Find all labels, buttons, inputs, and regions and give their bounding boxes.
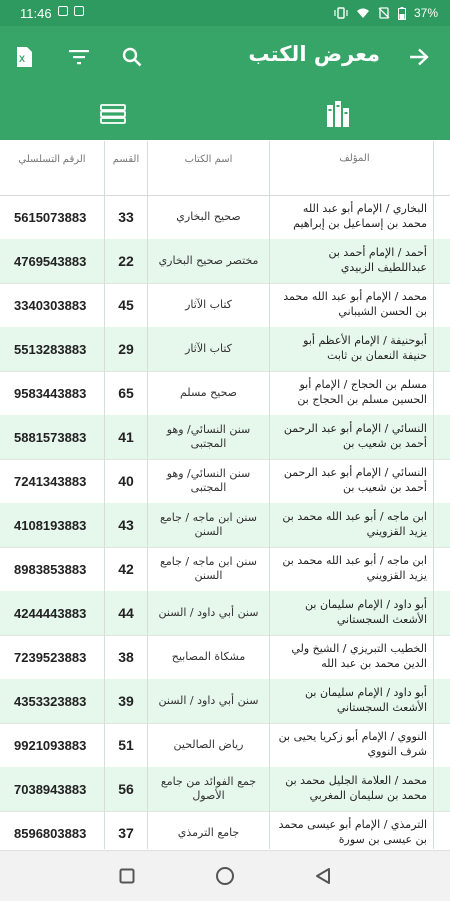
serial-cell: 4108193883 bbox=[0, 503, 105, 547]
table-row[interactable] bbox=[0, 327, 450, 372]
recents-button[interactable] bbox=[115, 864, 139, 888]
row-edge bbox=[434, 679, 450, 723]
author-cell: النسائي / الإمام أبو عبد الرحمن أحمد بن شعيب بن bbox=[270, 459, 434, 503]
table-row[interactable] bbox=[0, 195, 450, 240]
tab-bar bbox=[0, 88, 450, 140]
section-cell: 42 bbox=[105, 547, 148, 591]
serial-cell: 7038943883 bbox=[0, 767, 105, 811]
serial-cell: 5513283883 bbox=[0, 327, 105, 371]
row-edge bbox=[434, 283, 450, 327]
book-cell: سنن ابن ماجه / جامع السنن bbox=[148, 547, 270, 591]
section-cell: 65 bbox=[105, 371, 148, 415]
wifi-icon bbox=[356, 7, 370, 19]
section-cell: 22 bbox=[105, 239, 148, 283]
header-serial: الرقم التسلسلي bbox=[0, 141, 105, 195]
author-cell: النووي / الإمام أبو زكريا يحيى بن شرف النووي bbox=[270, 723, 434, 767]
page-title: معرض الكتب bbox=[248, 42, 380, 66]
row-edge bbox=[434, 811, 450, 849]
serial-cell: 8596803883 bbox=[0, 811, 105, 849]
books-stack-icon bbox=[100, 104, 126, 124]
table-row[interactable] bbox=[0, 239, 450, 284]
serial-cell: 4769543883 bbox=[0, 239, 105, 283]
serial-cell: 7239523883 bbox=[0, 635, 105, 679]
row-edge bbox=[434, 767, 450, 811]
row-edge bbox=[434, 723, 450, 767]
serial-cell: 5615073883 bbox=[0, 195, 105, 239]
author-cell: مسلم بن الحجاج / الإمام أبو الحسين مسلم بن الحجاج بن bbox=[270, 371, 434, 415]
filter-icon bbox=[69, 49, 89, 65]
serial-cell: 8983853883 bbox=[0, 547, 105, 591]
book-cell: صحيح البخاري bbox=[148, 195, 270, 239]
header-book: اسم الكتاب bbox=[148, 141, 270, 195]
row-edge bbox=[434, 547, 450, 591]
books-table bbox=[0, 141, 450, 849]
table-row[interactable] bbox=[0, 723, 450, 768]
section-cell: 51 bbox=[105, 723, 148, 767]
serial-cell: 9921093883 bbox=[0, 723, 105, 767]
row-edge bbox=[434, 415, 450, 459]
author-cell: النسائي / الإمام أبو عبد الرحمن أحمد بن شعيب بن bbox=[270, 415, 434, 459]
book-cell: جامع الترمذي bbox=[148, 811, 270, 849]
table-header bbox=[0, 141, 450, 196]
home-button[interactable] bbox=[213, 864, 237, 888]
author-cell: محمد / العلامة الجليل محمد بن محمد بن سليمان المغربي bbox=[270, 767, 434, 811]
export-excel-button[interactable] bbox=[8, 41, 40, 73]
status-right bbox=[334, 6, 438, 20]
author-cell: البخاري / الإمام أبو عبد الله محمد بن إسماعيل بن إبراهيم bbox=[270, 195, 434, 239]
battery-level: 37% bbox=[413, 6, 438, 20]
image-icon bbox=[74, 6, 84, 16]
row-edge bbox=[434, 635, 450, 679]
vibrate-icon bbox=[334, 7, 348, 19]
row-edge bbox=[434, 591, 450, 635]
book-cell: مشكاة المصابيح bbox=[148, 635, 270, 679]
header-edge bbox=[434, 141, 450, 195]
table-row[interactable] bbox=[0, 547, 450, 592]
table-row[interactable] bbox=[0, 459, 450, 504]
section-cell: 29 bbox=[105, 327, 148, 371]
serial-cell: 4353323883 bbox=[0, 679, 105, 723]
section-cell: 56 bbox=[105, 767, 148, 811]
serial-cell: 5881573883 bbox=[0, 415, 105, 459]
row-edge bbox=[434, 459, 450, 503]
serial-cell: 7241343883 bbox=[0, 459, 105, 503]
filter-button[interactable] bbox=[63, 41, 95, 73]
status-time: 11:46 bbox=[20, 6, 52, 21]
book-cell: سنن النسائي/ وهو المجتبى bbox=[148, 459, 270, 503]
table-row[interactable] bbox=[0, 679, 450, 724]
author-cell: ابن ماجه / أبو عبد الله محمد بن يزيد القزويني bbox=[270, 547, 434, 591]
book-cell: رياض الصالحين bbox=[148, 723, 270, 767]
section-cell: 38 bbox=[105, 635, 148, 679]
section-cell: 41 bbox=[105, 415, 148, 459]
search-button[interactable] bbox=[116, 41, 148, 73]
section-cell: 37 bbox=[105, 811, 148, 849]
table-row[interactable] bbox=[0, 767, 450, 812]
book-cell: كتاب الآثار bbox=[148, 283, 270, 327]
author-cell: أبو داود / الإمام سليمان بن الأشعث السجستاني bbox=[270, 591, 434, 635]
table-row[interactable] bbox=[0, 415, 450, 460]
table-row[interactable] bbox=[0, 503, 450, 548]
serial-cell: 3340303883 bbox=[0, 283, 105, 327]
app-bar bbox=[0, 26, 450, 88]
serial-cell: 9583443883 bbox=[0, 371, 105, 415]
search-icon bbox=[122, 47, 142, 67]
row-edge bbox=[434, 503, 450, 547]
mail-icon bbox=[58, 6, 68, 16]
book-cell: سنن أبي داود / السنن bbox=[148, 591, 270, 635]
author-cell: محمد / الإمام أبو عبد الله محمد بن الحسن الشيباني bbox=[270, 283, 434, 327]
arrow-right-icon bbox=[409, 48, 429, 66]
section-cell: 44 bbox=[105, 591, 148, 635]
library-icon bbox=[326, 100, 350, 128]
square-icon bbox=[119, 868, 135, 884]
author-cell: الترمذي / الإمام أبو عيسى محمد بن عيسى بن سورة bbox=[270, 811, 434, 849]
section-cell: 40 bbox=[105, 459, 148, 503]
status-bar bbox=[0, 0, 450, 26]
notification-icons bbox=[58, 6, 84, 16]
author-cell: الخطيب التبريزي / الشيخ ولي الدين محمد بن عبد الله bbox=[270, 635, 434, 679]
back-nav-button[interactable] bbox=[311, 864, 335, 888]
no-sim-icon bbox=[378, 7, 390, 19]
back-button[interactable] bbox=[403, 41, 435, 73]
section-cell: 45 bbox=[105, 283, 148, 327]
book-cell: سنن ابن ماجه / جامع السنن bbox=[148, 503, 270, 547]
battery-icon bbox=[398, 7, 406, 20]
tab-books-stack[interactable] bbox=[0, 88, 225, 140]
book-cell: سنن أبي داود / السنن bbox=[148, 679, 270, 723]
author-cell: ابن ماجه / أبو عبد الله محمد بن يزيد القزويني bbox=[270, 503, 434, 547]
section-cell: 33 bbox=[105, 195, 148, 239]
row-edge bbox=[434, 327, 450, 371]
header-section: القسم bbox=[105, 141, 148, 195]
book-cell: سنن النسائي/ وهو المجتبى bbox=[148, 415, 270, 459]
row-edge bbox=[434, 371, 450, 415]
serial-cell: 4244443883 bbox=[0, 591, 105, 635]
header-author: المؤلف bbox=[270, 141, 434, 195]
triangle-back-icon bbox=[315, 867, 331, 885]
svg-text:X: X bbox=[19, 54, 26, 64]
tab-library[interactable] bbox=[225, 88, 450, 140]
system-nav-bar bbox=[0, 850, 450, 901]
table-row[interactable] bbox=[0, 371, 450, 416]
author-cell: أبوحنيفة / الإمام الأعظم أبو حنيفة النعمان بن ثابت bbox=[270, 327, 434, 371]
book-cell: جمع الفوائد من جامع الأصول bbox=[148, 767, 270, 811]
book-cell: صحيح مسلم bbox=[148, 371, 270, 415]
table-row[interactable] bbox=[0, 283, 450, 328]
table-row[interactable] bbox=[0, 591, 450, 636]
table-row[interactable] bbox=[0, 635, 450, 680]
row-edge bbox=[434, 239, 450, 283]
book-cell: كتاب الآثار bbox=[148, 327, 270, 371]
circle-icon bbox=[215, 866, 235, 886]
excel-file-icon bbox=[14, 46, 34, 68]
author-cell: أحمد / الإمام أحمد بن عبداللطيف الزبيدي bbox=[270, 239, 434, 283]
table-row[interactable] bbox=[0, 811, 450, 849]
book-cell: مختصر صحيح البخاري bbox=[148, 239, 270, 283]
author-cell: أبو داود / الإمام سليمان بن الأشعث السجستاني bbox=[270, 679, 434, 723]
section-cell: 43 bbox=[105, 503, 148, 547]
section-cell: 39 bbox=[105, 679, 148, 723]
row-edge bbox=[434, 195, 450, 239]
